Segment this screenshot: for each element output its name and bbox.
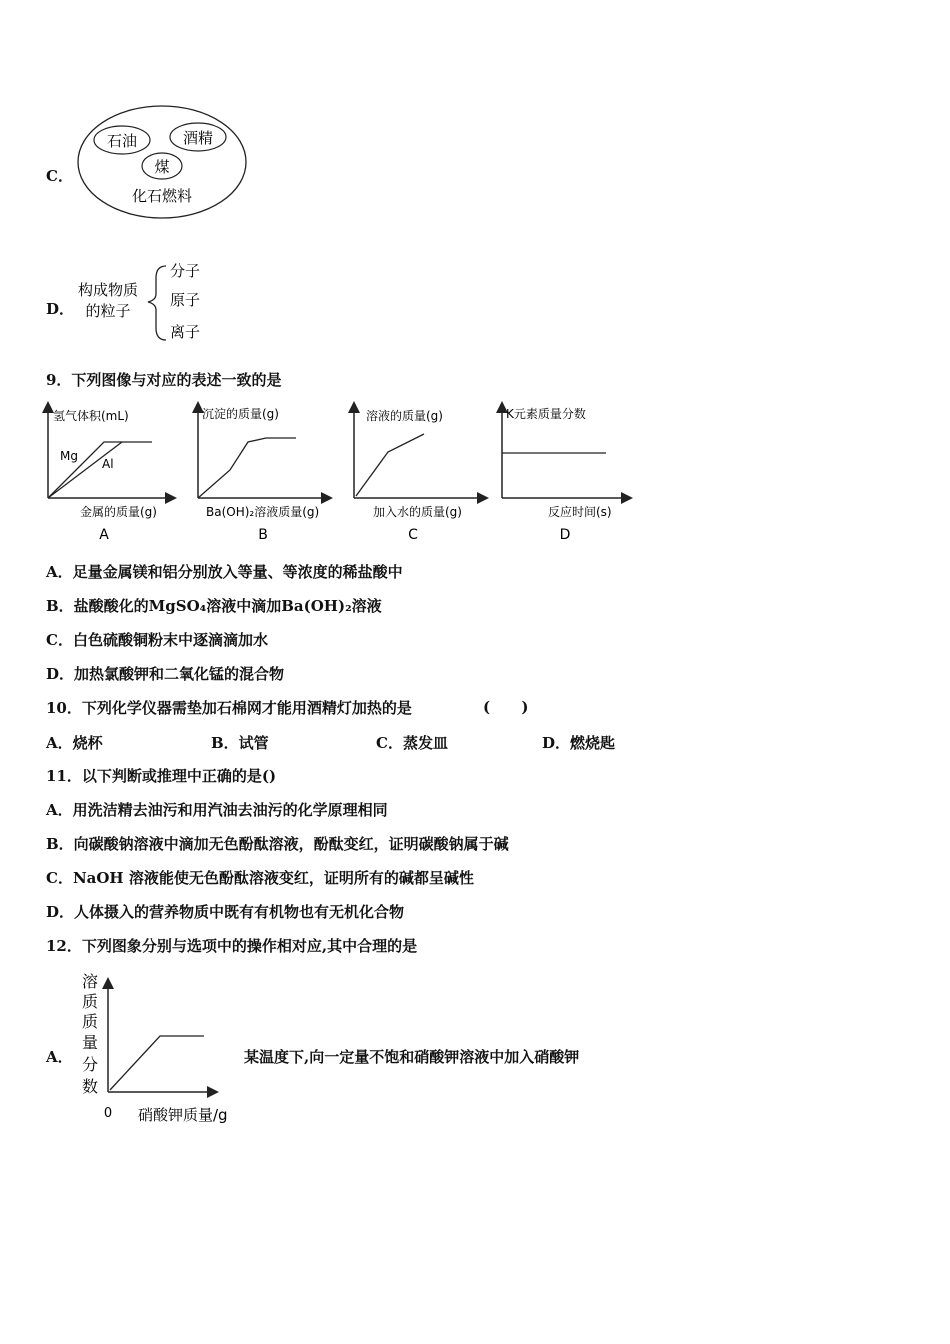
diagram-branch-molecule: 分子 [170,262,201,280]
graph-d-ylabel: K元素质量分数 [506,407,586,421]
q12-ylabel [82,972,98,1096]
q12-graph [76,968,244,1128]
graph-c-letter: C [408,527,418,543]
q9-option-a: A．足量金属镁和铝分别放入等量、等浓度的稀盐酸中 [46,563,403,581]
q12-curve [110,1036,204,1090]
q12-ylabel-char: 质 [81,992,99,1011]
graph-c-xlabel: 加入水的质量(g) [373,505,462,519]
q12-ylabel-char: 量 [81,1033,99,1052]
graph-a [48,404,174,543]
diagram-root-line2: 的粒子 [85,302,131,320]
graph-a-letter: A [99,527,109,543]
q11-stem: 11．以下判断或推理中正确的是() [46,767,277,785]
q10-stem: 10．下列化学仪器需垫加石棉网才能用酒精灯加热的是 [46,699,412,717]
q12-xlabel: 硝酸钾质量/g [138,1106,228,1124]
graph-d-xlabel: 反应时间(s) [548,505,612,519]
diagram-item-alcohol: 酒精 [182,129,214,147]
diagram-outer-label: 化石燃料 [131,187,193,205]
q12-option-a-text: 某温度下,向一定量不饱和硝酸钾溶液中加入硝酸钾 [244,1048,580,1066]
q12-origin: 0 [103,1106,113,1121]
q12-ylabel-char: 分 [81,1055,99,1074]
q12-ylabel-char: 数 [81,1077,99,1096]
graph-b-xlabel: Ba(OH)₂溶液质量(g) [206,505,320,519]
q12-ylabel-char: 质 [81,1012,99,1031]
diagram-branch-ion: 离子 [170,323,201,341]
particle-diagram [70,258,220,348]
q12-option-a-label: A． [46,1048,73,1066]
diagram-root-line1: 构成物质 [77,281,139,299]
graph-a-ylabel: 氢气体积(mL) [53,409,129,423]
q8-option-c-label: C． [46,167,73,185]
graph-c-ylabel: 溶液的质量(g) [366,409,443,423]
q9-option-b: B．盐酸酸化的MgSO₄溶液中滴加Ba(OH)₂溶液 [46,597,382,615]
graph-d-letter: D [559,527,571,543]
diagram-item-oil: 石油 [106,132,138,150]
q10-option-c: C．蒸发皿 [376,734,448,752]
q11-option-a: A．用洗洁精去油污和用汽油去油污的化学原理相同 [46,801,388,819]
q9-graphs [40,400,640,548]
q8-option-d-label: D． [46,300,75,318]
brace-icon [148,266,166,340]
q11-option-b: B．向碳酸钠溶液中滴加无色酚酞溶液，酚酞变红，证明碳酸钠属于碱 [46,835,509,853]
q9-stem: 9．下列图像与对应的表述一致的是 [46,371,282,389]
graph-b [198,404,330,543]
graph-a-xlabel: 金属的质量(g) [80,505,157,519]
graph-b-letter: B [258,527,268,543]
graph-d [502,404,630,543]
fossil-fuel-diagram [76,100,248,220]
graph-b-curve [198,438,296,498]
q10-option-d: D．燃烧匙 [542,734,616,752]
q12-stem: 12．下列图象分别与选项中的操作相对应,其中合理的是 [46,937,418,955]
q11-option-d: D．人体摄入的营养物质中既有有机物也有无机化合物 [46,903,405,921]
q10-option-b: B．试管 [211,734,269,752]
q10-option-a: A．烧杯 [46,734,103,752]
q12-ylabel-char: 溶 [81,972,99,991]
graph-b-ylabel: 沉淀的质量(g) [202,407,279,421]
q9-option-c: C．白色硫酸铜粉末中逐滴滴加水 [46,631,268,649]
diagram-item-coal: 煤 [154,158,170,176]
graph-c-curve [356,434,424,496]
q10-answer-blank: ( ) [483,698,529,716]
graph-a-series-al: Al [102,457,114,471]
diagram-branch-atom: 原子 [170,291,201,309]
q11-option-c: C．NaOH 溶液能使无色酚酞溶液变红，证明所有的碱都呈碱性 [46,869,474,887]
graph-a-series-mg: Mg [60,449,78,463]
graph-c [354,404,486,543]
q9-option-d: D．加热氯酸钾和二氧化锰的混合物 [46,665,285,683]
